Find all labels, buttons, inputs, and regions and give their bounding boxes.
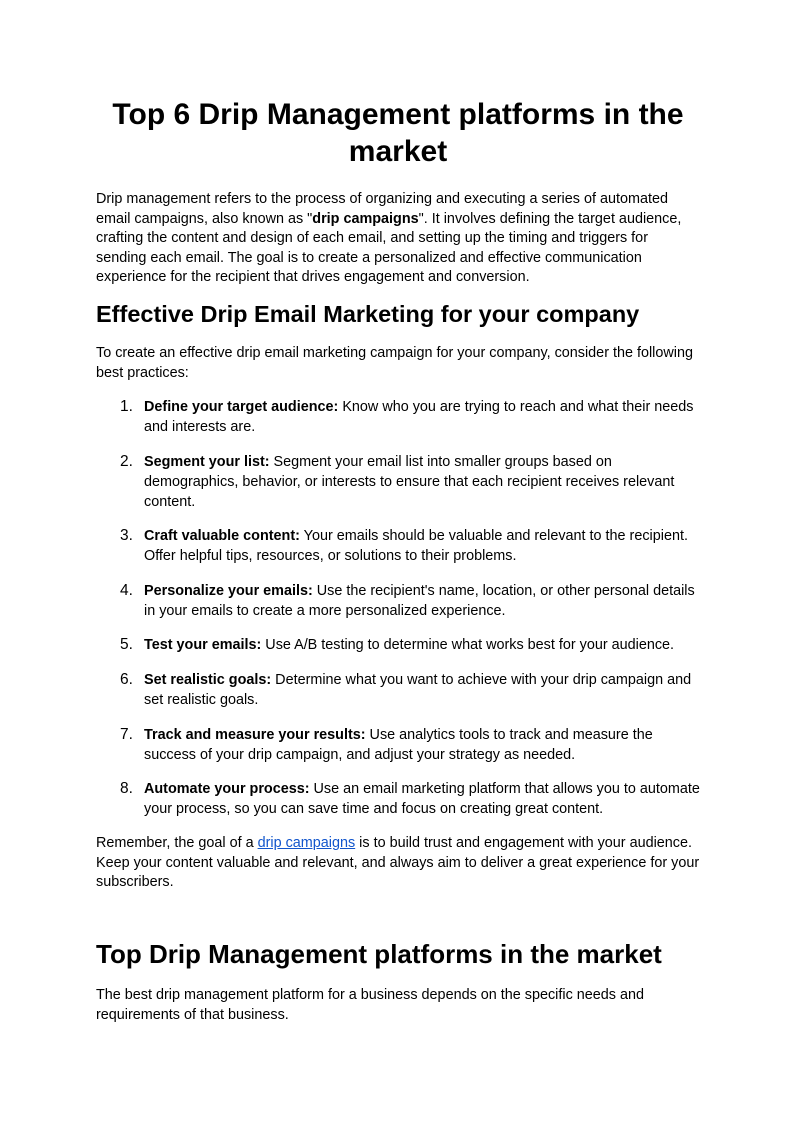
list-item-number: 4. — [120, 581, 133, 599]
list-item-number: 6. — [120, 670, 133, 688]
list-item-label: Craft valuable content: — [144, 528, 300, 545]
page-title: Top 6 Drip Management platforms in the market — [112, 98, 684, 168]
list-item-text: Know who you are trying to reach and what their needs and interests are. — [144, 399, 694, 435]
list-item-number: 8. — [120, 780, 133, 798]
list-item-label: Track and measure your results: — [144, 726, 366, 743]
list-item-label: Define your target audience: — [144, 399, 339, 415]
list-item-label: Personalize your emails: — [144, 582, 313, 599]
closing-text-end: is to build trust and engagement with your audience. Keep your content valuable and relevant, and always aim to deliver a great experience for your subscribers. — [96, 835, 700, 890]
list-item-label: Automate your process: — [144, 781, 310, 798]
closing-paragraph — [96, 834, 700, 893]
list-item-label: Segment your list: — [144, 453, 270, 470]
list-item-text: Segment your email list into smaller groups based on demographics, behavior, or interests to ensure that each recipient receives relevant content. — [144, 453, 675, 510]
section-heading-effective-drip: Effective Drip Email Marketing for your company — [96, 301, 640, 327]
list-item — [96, 526, 700, 566]
closing-text-start: Remember, the goal of a — [96, 835, 258, 851]
list-item-number: 1. — [120, 398, 133, 415]
list-item — [96, 670, 700, 710]
intro-paragraph — [96, 190, 700, 288]
drip-campaigns-link[interactable]: drip campaigns — [257, 835, 356, 851]
section-heading-top-platforms: Top Drip Management platforms in the market — [96, 939, 662, 969]
list-item-text: Use analytics tools to track and measure the success of your drip campaign, and adjust your strategy as needed. — [144, 726, 653, 763]
list-item-text: Use an email marketing platform that allows you to automate your process, so you can save time and focus on creating great content. — [144, 781, 700, 818]
list-item — [96, 581, 700, 621]
list-item — [96, 779, 700, 819]
intro-text-start: Drip management refers to the process of organizing and executing a series of automated email campaigns, also known as " — [96, 191, 668, 227]
list-item-number: 3. — [120, 527, 133, 545]
list-item-text: Determine what you want to achieve with your drip campaign and set realistic goals. — [144, 671, 692, 708]
list-item — [96, 452, 700, 512]
list-item — [96, 725, 700, 765]
platforms-intro-paragraph: The best drip management platform for a business depends on the specific needs and requirements of that business. — [96, 987, 644, 1023]
list-item-label: Test your emails: — [144, 637, 262, 654]
section-lead-paragraph: To create an effective drip email marketing campaign for your company, consider the following best practices: — [96, 345, 693, 381]
intro-bold-term: drip campaigns — [312, 210, 419, 227]
list-item-text: Use the recipient's name, location, or other personal details in your emails to create a more personalized experience. — [144, 582, 695, 619]
list-item-number: 7. — [120, 725, 133, 743]
list-item-label: Set realistic goals: — [144, 671, 272, 688]
list-item — [96, 397, 700, 437]
best-practices-list — [96, 397, 700, 834]
list-item-text: Use A/B testing to determine what works best for your audience. — [261, 637, 675, 654]
list-item-number: 5. — [120, 636, 133, 654]
list-item-text: Your emails should be valuable and relevant to the recipient. Offer helpful tips, resources, or solutions to their problems. — [144, 528, 688, 565]
list-item-number: 2. — [120, 452, 133, 470]
intro-text-end: ". It involves defining the target audience, crafting the content and design of each email, and setting up the timing and triggers for sending each email. The goal is to create a personalized and effective communication experience for the recipient that drives engagement and conversion. — [96, 210, 682, 285]
list-item — [96, 635, 700, 655]
